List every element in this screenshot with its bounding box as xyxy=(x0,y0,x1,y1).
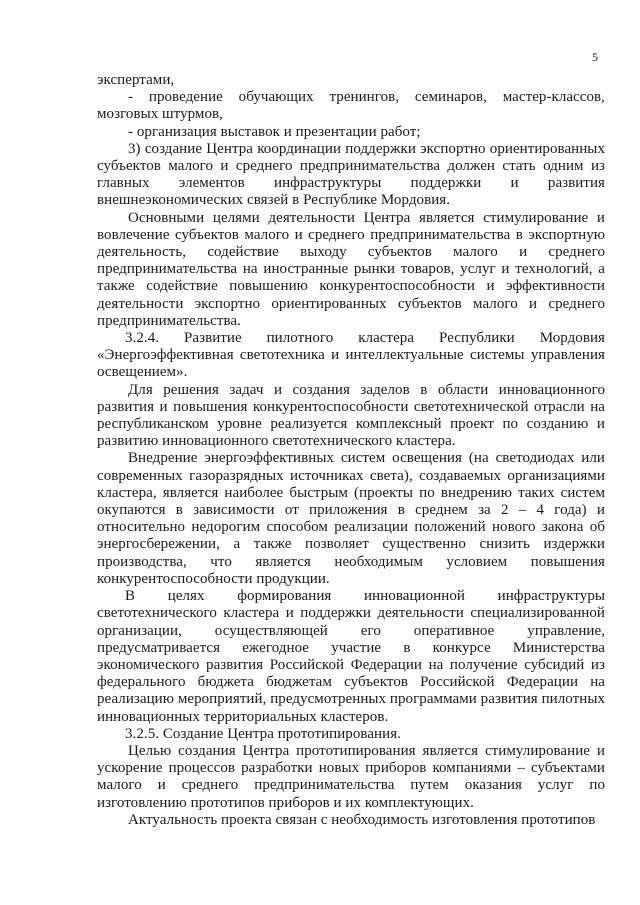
paragraph-infrastructure: В целях формирования инновационной инфраструктуры светотехнического кластера и поддержки деятельности специализированной организации, осуществляющей его оперативное управление, предусматривается ежегодное участие в конкурсе Министерства экономического развития Российской Федерации на получение субсидий из федерального бюджета бюджетам субъектов Российской Федерации на реализацию мероприятий, предусмотренных программами развития пилотных инновационных территориальных кластеров. xyxy=(97,588,605,725)
paragraph-lighting-systems: Внедрение энергоэффективных систем освещения (на светодиодах или современных газоразрядных источниках света), создаваемых организациями кластера, является наиболее быстрым (проекты по внедрению таких систем окупаются в зависимости от приложения в среднем за 2 – 4 года) и относительно недорогим способом реализации положений нового закона об энергосбережении, а также позволяет существенно снизить издержки производства, что является необходимым условием повышения конкурентоспособности продукции. xyxy=(97,450,605,587)
section-heading-3-2-5: 3.2.5. Создание Центра прототипирования. xyxy=(125,725,401,742)
paragraph-prototyping-goal: Целью создания Центра прототипирования является стимулирование и ускорение процессов разработки новых приборов компаниями – субъектами малого и среднего предпринимательства путем оказания услуг по изготовлению прототипов приборов и их комплектующих. xyxy=(97,742,605,811)
paragraph-export-center: 3) создание Центра координации поддержки экспортно ориентированных субъектов малого и среднего предпринимательства должен стать одним из главных элементов инфраструктуры поддержки и развития внешнеэкономических связей в Республике Мордовия. xyxy=(97,140,605,209)
paragraph-bullet-trainings: - проведение обучающих тренингов, семинаров, мастер-классов, мозговых штурмов, xyxy=(97,89,605,123)
paragraph-cluster-tasks: Для решения задач и создания заделов в области инновационного развития и повышения конкурентоспособности светотехнической отрасли на республиканском уровне реализуется комплексный проект по созданию и развитию инновационного светотехнического кластера. xyxy=(97,381,605,450)
paragraph-bullet-exhibitions: - организация выставок и презентации работ; xyxy=(128,123,421,140)
page-number: 5 xyxy=(592,50,598,64)
paragraph-continuation: экспертами, xyxy=(97,72,175,88)
section-heading-3-2-4: 3.2.4. Развитие пилотного кластера Республики Мордовия «Энергоэффективная светотехника и интеллектуальные системы управления освещением». xyxy=(97,330,605,381)
paragraph-center-goals: Основными целями деятельности Центра является стимулирование и вовлечение субъектов малого и среднего предпринимательства в экспортную деятельность, содействие выходу субъектов малого и среднего предпринимательства на иностранные рынки товаров, услуг и технологий, а также содействие повышению конкурентоспособности и эффективности деятельности экспортно ориентированных субъектов малого и среднего предпринимательства. xyxy=(97,209,605,329)
document-body xyxy=(97,72,605,829)
paragraph-project-relevance: Актуальность проекта связан с необходимость изготовления прототипов xyxy=(128,811,596,828)
